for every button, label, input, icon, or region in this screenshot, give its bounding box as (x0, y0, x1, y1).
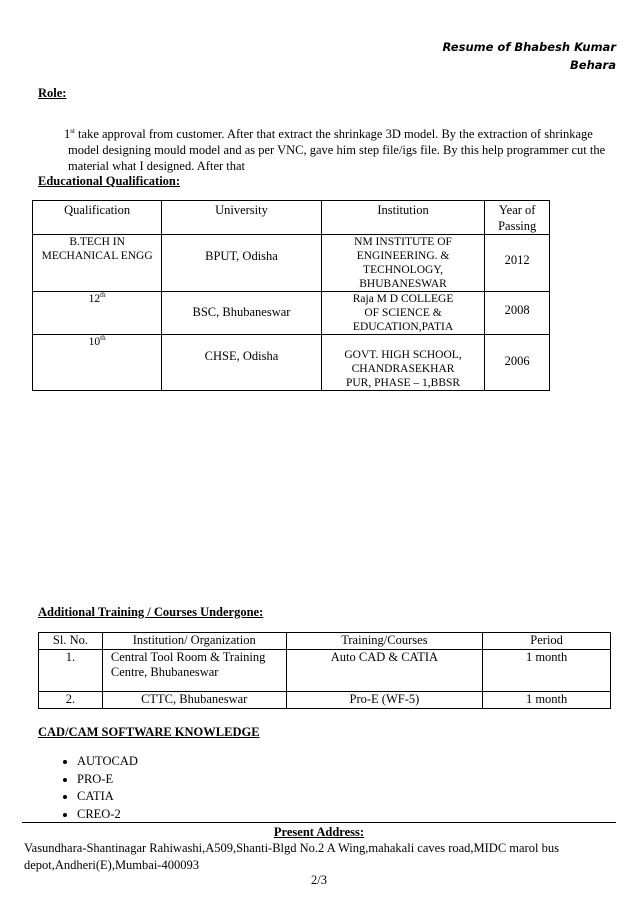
cell-university: CHSE, Odisha (162, 335, 321, 391)
header-name-line1: Resume of Bhabesh Kumar (442, 40, 616, 54)
role-text: take approval from customer. After that extract the shrinkage 3D model. By the extraction of shrinkage model designing mould model and as per VNC, gave him step file/igs file. By this help programmer cut the material what I designed. After that (68, 127, 606, 173)
cell-qualification: B.TECH IN MECHANICAL ENGG (33, 235, 162, 292)
cell-sl: 2. (39, 692, 103, 709)
col-institution: Institution (321, 201, 485, 235)
training-header-row (39, 633, 611, 650)
education-header-row (33, 201, 550, 235)
cell-sl: 1. (39, 650, 103, 692)
qual-value: 12 (88, 293, 101, 305)
cell-institution: GOVT. HIGH SCHOOL, CHANDRASEKHAR PUR, PHASE – 1,BBSR (321, 335, 485, 391)
cell-university: BPUT, Odisha (162, 235, 321, 292)
list-item: • AUTOCAD (77, 753, 138, 771)
role-heading: Role: (38, 86, 67, 100)
address-divider (22, 822, 616, 823)
cell-qualification (33, 292, 162, 335)
col-period: Period (483, 633, 611, 650)
cell-year: 2012 (485, 235, 550, 292)
cell-year: 2008 (485, 292, 550, 335)
col-institution-organization: Institution/ Organization (102, 633, 286, 650)
document-header (356, 38, 616, 74)
table-row (33, 235, 550, 292)
training-table (38, 632, 611, 709)
col-training-courses: Training/Courses (286, 633, 483, 650)
col-qualification: Qualification (33, 201, 162, 235)
software-heading: CAD/CAM SOFTWARE KNOWLEDGE (38, 725, 260, 739)
cell-institution: Central Tool Room & Training Centre, Bhubaneswar (102, 650, 286, 692)
col-university: University (162, 201, 321, 235)
table-row (39, 692, 611, 709)
cell-period: 1 month (483, 692, 611, 709)
cell-institution: CTTC, Bhubaneswar (102, 692, 286, 709)
cell-period: 1 month (483, 650, 611, 692)
cell-qualification (33, 335, 162, 391)
table-row (39, 650, 611, 692)
qual-sup: th (100, 334, 106, 343)
training-heading: Additional Training / Courses Undergone: (38, 605, 264, 619)
header-name-line2: Behara (570, 58, 616, 72)
education-table (32, 200, 550, 391)
qual-sup: th (100, 291, 106, 300)
role-sup: st (70, 126, 75, 135)
list-item: • CREO-2 (77, 806, 138, 824)
page-number: 2/3 (311, 873, 327, 887)
software-list (60, 753, 138, 823)
table-row (33, 335, 550, 391)
address-text: Vasundhara-Shantinagar Rahiwashi,A509,Shanti-Blgd No.2 A Wing,mahakali caves road,MIDC marol bus depot,Andheri(E),Mumbai-400093 (24, 841, 559, 872)
role-lead: 1 (64, 127, 71, 141)
cell-institution: Raja M D COLLEGE OF SCIENCE & EDUCATION,PATIA (321, 292, 485, 335)
cell-course: Auto CAD & CATIA (286, 650, 483, 692)
list-item: • PRO-E (77, 771, 138, 789)
cell-university: BSC, Bhubaneswar (162, 292, 321, 335)
cell-institution: NM INSTITUTE OF ENGINEERING. & TECHNOLOGY, BHUBANESWAR (321, 235, 485, 292)
table-row (33, 292, 550, 335)
education-heading: Educational Qualification: (38, 174, 181, 188)
list-item: • CATIA (77, 788, 138, 806)
qual-value: 10 (88, 336, 101, 348)
col-sl-no: Sl. No. (39, 633, 103, 650)
cell-year: 2006 (485, 335, 550, 391)
address-heading: Present Address: (273, 825, 365, 839)
role-paragraph (64, 126, 613, 174)
cell-course: Pro-E (WF-5) (286, 692, 483, 709)
col-year: Year of Passing (485, 201, 550, 235)
